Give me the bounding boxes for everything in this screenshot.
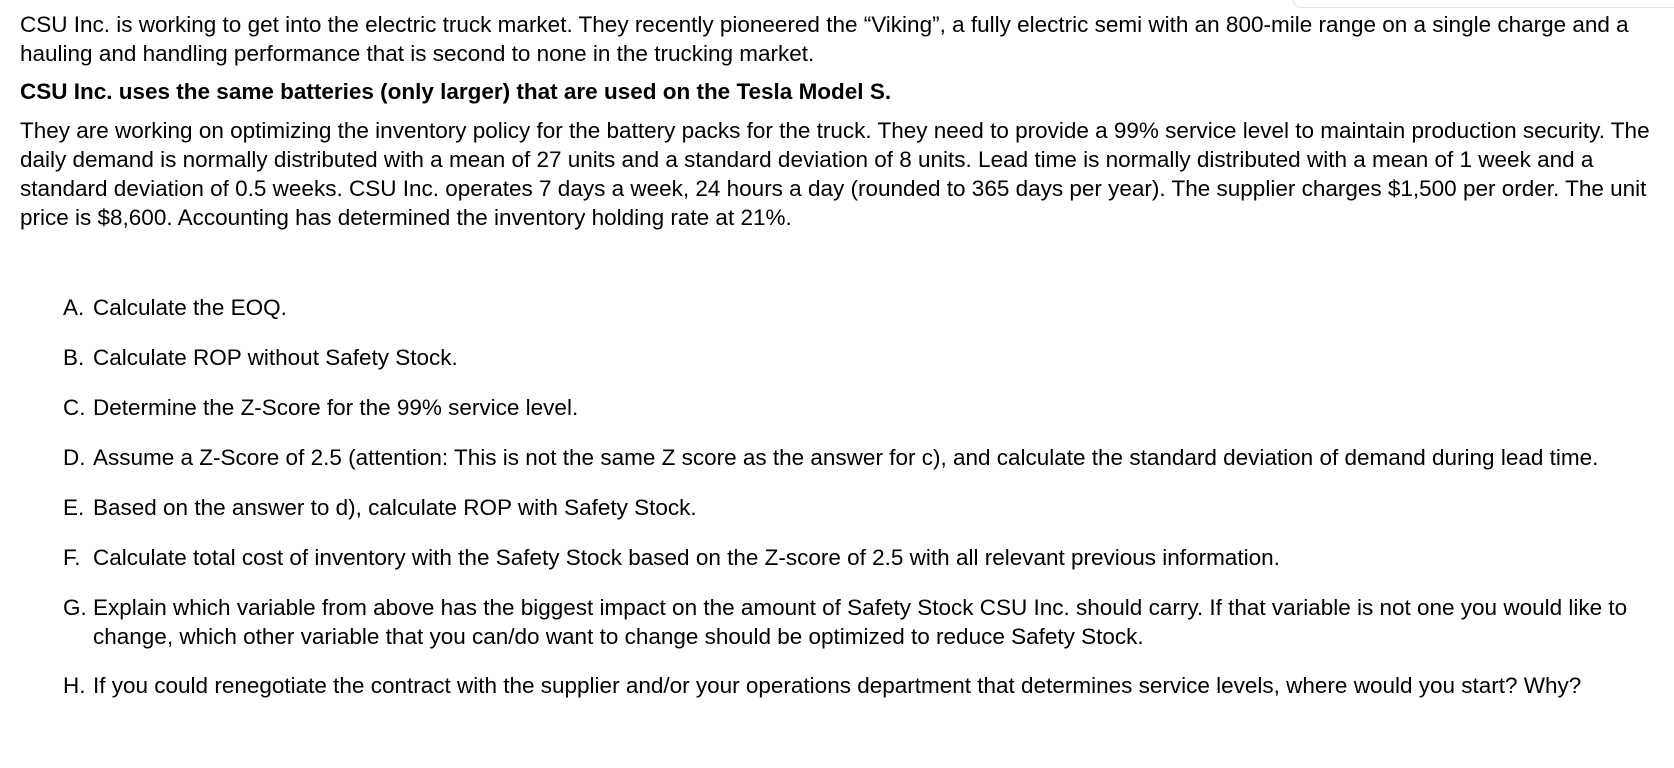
- question-marker: H.: [63, 673, 86, 698]
- question-marker: F.: [63, 545, 81, 570]
- question-marker: B.: [63, 345, 85, 370]
- question-text: Calculate total cost of inventory with the Safety Stock based on the Z-score of 2.5 with all relevant previous information.: [93, 545, 1280, 570]
- question-marker: A.: [63, 295, 85, 320]
- question-marker: E.: [63, 495, 85, 520]
- question-text: If you could renegotiate the contract with the supplier and/or your operations department that determines service levels, where would you start? Why?: [93, 673, 1582, 698]
- question-item-b: [63, 343, 1643, 372]
- question-item-h: [63, 671, 1643, 700]
- question-list: [63, 293, 1643, 700]
- question-item-e: [63, 493, 1643, 522]
- top-right-frame-edge: [1293, 0, 1674, 8]
- question-marker: C.: [63, 395, 86, 420]
- question-text: Based on the answer to d), calculate ROP with Safety Stock.: [93, 495, 697, 520]
- question-text: Calculate ROP without Safety Stock.: [93, 345, 458, 370]
- question-text: Assume a Z-Score of 2.5 (attention: This is not the same Z score as the answer for c), and calculate the standard deviation of demand during lead time.: [93, 445, 1599, 470]
- question-text: Calculate the EOQ.: [93, 295, 287, 320]
- question-text: Determine the Z-Score for the 99% service level.: [93, 395, 579, 420]
- intro-paragraph-3: They are working on optimizing the inventory policy for the battery packs for the truck. They need to provide a 99% service level to maintain production security. The daily demand is normally distributed with a mean of 27 units and a standard deviation of 8 units. Lead time is normally distributed with a mean of 1 week and a standard deviation of 0.5 weeks. CSU Inc. operates 7 days a week, 24 hours a day (rounded to 365 days per year). The supplier charges $1,500 per order. The unit price is $8,600. Accounting has determined the inventory holding rate at 21%.: [20, 118, 1650, 230]
- question-item-c: [63, 393, 1643, 422]
- question-marker: G.: [63, 595, 87, 620]
- question-text: Explain which variable from above has the biggest impact on the amount of Safety Stock CSU Inc. should carry. If that variable is not one you would like to change, which other variable that you can/do want to change should be optimized to reduce Safety Stock.: [93, 595, 1628, 649]
- question-item-f: [63, 543, 1643, 572]
- question-item-d: [63, 443, 1643, 472]
- intro-paragraph-2-bold: CSU Inc. uses the same batteries (only larger) that are used on the Tesla Model S.: [20, 79, 892, 104]
- question-item-a: [63, 293, 1643, 322]
- question-item-g: [63, 593, 1643, 651]
- problem-statement: [20, 10, 1660, 232]
- question-marker: D.: [63, 445, 86, 470]
- intro-paragraph-1: CSU Inc. is working to get into the electric truck market. They recently pioneered the “Viking”, a fully electric semi with an 800-mile range on a single charge and a hauling and handling performance that is second to none in the trucking market.: [20, 12, 1629, 66]
